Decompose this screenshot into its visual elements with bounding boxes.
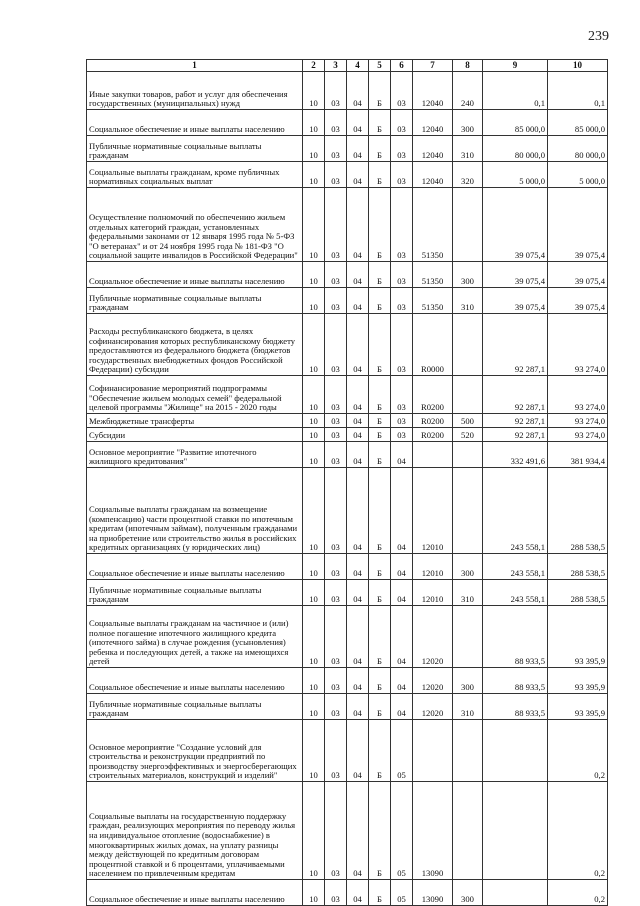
cell-name bbox=[87, 162, 303, 188]
cell-expense-type bbox=[453, 720, 483, 782]
table-row bbox=[87, 72, 608, 110]
cell-activity: 03 bbox=[391, 414, 413, 428]
cell-activity: 04 bbox=[391, 668, 413, 694]
cell-subprogram: Б bbox=[369, 314, 391, 376]
cell-expense-type bbox=[453, 468, 483, 554]
cell-program: 04 bbox=[347, 694, 369, 720]
cell-section: 10 bbox=[303, 694, 325, 720]
cell-direction: 13090 bbox=[413, 782, 453, 880]
cell-amount-year1: 243 558,1 bbox=[483, 554, 548, 580]
row-name-text: Социальное обеспечение и иные выплаты населению bbox=[89, 894, 285, 905]
cell-amount-year2: 288 538,5 bbox=[548, 554, 608, 580]
row-name-text: Расходы республиканского бюджета, в целях софинансирования которых республиканскому бюджету предоставляются из федерального бюджета (бюджетов государственных внебюджетных фондов Российской Федерации) субсидии bbox=[89, 326, 296, 375]
cell-program: 04 bbox=[347, 72, 369, 110]
cell-amount-year1 bbox=[483, 782, 548, 880]
cell-subprogram: Б bbox=[369, 136, 391, 162]
cell-subsection: 03 bbox=[325, 782, 347, 880]
cell-subsection: 03 bbox=[325, 442, 347, 468]
cell-expense-type: 500 bbox=[453, 414, 483, 428]
cell-activity: 04 bbox=[391, 694, 413, 720]
cell-expense-type: 310 bbox=[453, 136, 483, 162]
cell-subprogram: Б bbox=[369, 468, 391, 554]
cell-expense-type bbox=[453, 314, 483, 376]
cell-program: 04 bbox=[347, 110, 369, 136]
row-name-text: Основное мероприятие "Создание условий для строительства и реконструкции предприятий по производству энергоэффективных и энергосберегающих строительных материалов, конструкций и изделий" bbox=[89, 741, 297, 781]
table-body bbox=[87, 72, 608, 906]
cell-program: 04 bbox=[347, 880, 369, 906]
cell-amount-year1: 5 000,0 bbox=[483, 162, 548, 188]
cell-amount-year1 bbox=[483, 880, 548, 906]
cell-amount-year1 bbox=[483, 720, 548, 782]
cell-amount-year2: 5 000,0 bbox=[548, 162, 608, 188]
cell-program: 04 bbox=[347, 162, 369, 188]
cell-amount-year1: 88 933,5 bbox=[483, 668, 548, 694]
cell-name bbox=[87, 720, 303, 782]
cell-amount-year1: 92 287,1 bbox=[483, 314, 548, 376]
cell-subprogram: Б bbox=[369, 782, 391, 880]
cell-amount-year1: 92 287,1 bbox=[483, 414, 548, 428]
cell-direction: 12040 bbox=[413, 136, 453, 162]
cell-subprogram: Б bbox=[369, 72, 391, 110]
row-name-text: Социальное обеспечение и иные выплаты населению bbox=[89, 124, 285, 135]
cell-expense-type: 300 bbox=[453, 668, 483, 694]
cell-direction: 12020 bbox=[413, 694, 453, 720]
cell-name bbox=[87, 554, 303, 580]
cell-direction: 12020 bbox=[413, 668, 453, 694]
cell-direction: R0200 bbox=[413, 414, 453, 428]
cell-subsection: 03 bbox=[325, 606, 347, 668]
col-header-1: 1 bbox=[87, 60, 303, 72]
cell-subprogram: Б bbox=[369, 376, 391, 414]
cell-amount-year1: 88 933,5 bbox=[483, 694, 548, 720]
cell-subprogram: Б bbox=[369, 162, 391, 188]
cell-activity: 03 bbox=[391, 314, 413, 376]
cell-expense-type bbox=[453, 188, 483, 262]
cell-name bbox=[87, 72, 303, 110]
cell-subprogram: Б bbox=[369, 668, 391, 694]
cell-program: 04 bbox=[347, 782, 369, 880]
cell-subprogram: Б bbox=[369, 288, 391, 314]
row-name-text: Межбюджетные трансферты bbox=[89, 416, 195, 427]
cell-direction: R0000 bbox=[413, 314, 453, 376]
cell-name bbox=[87, 442, 303, 468]
col-header-3: 3 bbox=[325, 60, 347, 72]
cell-section: 10 bbox=[303, 468, 325, 554]
cell-name bbox=[87, 414, 303, 428]
cell-section: 10 bbox=[303, 188, 325, 262]
cell-subsection: 03 bbox=[325, 414, 347, 428]
cell-expense-type: 300 bbox=[453, 880, 483, 906]
cell-subprogram: Б bbox=[369, 694, 391, 720]
cell-amount-year2: 0,2 bbox=[548, 720, 608, 782]
cell-activity: 03 bbox=[391, 188, 413, 262]
cell-amount-year2: 381 934,4 bbox=[548, 442, 608, 468]
cell-amount-year1: 0,1 bbox=[483, 72, 548, 110]
table-row bbox=[87, 442, 608, 468]
col-header-5: 5 bbox=[369, 60, 391, 72]
cell-program: 04 bbox=[347, 262, 369, 288]
cell-program: 04 bbox=[347, 720, 369, 782]
cell-activity: 03 bbox=[391, 288, 413, 314]
cell-expense-type bbox=[453, 782, 483, 880]
col-header-7: 7 bbox=[413, 60, 453, 72]
cell-program: 04 bbox=[347, 314, 369, 376]
cell-subprogram: Б bbox=[369, 720, 391, 782]
cell-amount-year2: 80 000,0 bbox=[548, 136, 608, 162]
cell-subsection: 03 bbox=[325, 288, 347, 314]
budget-table bbox=[86, 59, 608, 906]
cell-section: 10 bbox=[303, 414, 325, 428]
table-header-row bbox=[87, 60, 608, 72]
cell-expense-type: 310 bbox=[453, 288, 483, 314]
cell-direction: 51350 bbox=[413, 262, 453, 288]
cell-amount-year1: 332 491,6 bbox=[483, 442, 548, 468]
cell-program: 04 bbox=[347, 580, 369, 606]
table-row bbox=[87, 262, 608, 288]
cell-expense-type: 300 bbox=[453, 262, 483, 288]
cell-name bbox=[87, 694, 303, 720]
cell-activity: 04 bbox=[391, 468, 413, 554]
cell-name bbox=[87, 580, 303, 606]
cell-name bbox=[87, 880, 303, 906]
row-name-text: Иные закупки товаров, работ и услуг для обеспечения государственных (муниципальных) нужд bbox=[89, 88, 288, 109]
cell-section: 10 bbox=[303, 314, 325, 376]
cell-amount-year1: 88 933,5 bbox=[483, 606, 548, 668]
table-row bbox=[87, 288, 608, 314]
cell-program: 04 bbox=[347, 428, 369, 442]
row-name-text: Субсидии bbox=[89, 430, 126, 441]
cell-section: 10 bbox=[303, 262, 325, 288]
cell-amount-year2: 93 395,9 bbox=[548, 606, 608, 668]
row-name-text: Социальные выплаты на государственную поддержку граждан, реализующих мероприятия по переводу жилья на индивидуальное отопление (водоснабжение) в многоквартирных жилых домах, на уплату разницы между действующей по кредитным договорам процентной ставкой и 6 процентами, уплачиваемыми населением по привлеченным кредитам bbox=[89, 810, 296, 879]
cell-subsection: 03 bbox=[325, 880, 347, 906]
row-name-text: Публичные нормативные социальные выплаты гражданам bbox=[89, 584, 262, 605]
cell-name bbox=[87, 468, 303, 554]
row-name-text: Социальные выплаты гражданам, кроме публичных нормативных социальных выплат bbox=[89, 166, 280, 187]
cell-subsection: 03 bbox=[325, 580, 347, 606]
cell-section: 10 bbox=[303, 720, 325, 782]
table-row bbox=[87, 414, 608, 428]
cell-amount-year1: 92 287,1 bbox=[483, 428, 548, 442]
col-header-8: 8 bbox=[453, 60, 483, 72]
cell-section: 10 bbox=[303, 606, 325, 668]
cell-activity: 05 bbox=[391, 782, 413, 880]
cell-subprogram: Б bbox=[369, 414, 391, 428]
cell-name bbox=[87, 428, 303, 442]
cell-expense-type: 520 bbox=[453, 428, 483, 442]
cell-direction: 12040 bbox=[413, 110, 453, 136]
cell-name bbox=[87, 136, 303, 162]
table-row bbox=[87, 136, 608, 162]
cell-amount-year1: 80 000,0 bbox=[483, 136, 548, 162]
cell-amount-year2: 39 075,4 bbox=[548, 188, 608, 262]
cell-subsection: 03 bbox=[325, 554, 347, 580]
cell-direction: 12010 bbox=[413, 554, 453, 580]
cell-amount-year1: 39 075,4 bbox=[483, 262, 548, 288]
cell-activity: 03 bbox=[391, 162, 413, 188]
row-name-text: Социальное обеспечение и иные выплаты населению bbox=[89, 568, 285, 579]
table-row bbox=[87, 376, 608, 414]
cell-amount-year2: 0,1 bbox=[548, 72, 608, 110]
cell-amount-year1: 243 558,1 bbox=[483, 468, 548, 554]
cell-amount-year2: 288 538,5 bbox=[548, 580, 608, 606]
cell-amount-year1: 92 287,1 bbox=[483, 376, 548, 414]
cell-direction bbox=[413, 442, 453, 468]
cell-name bbox=[87, 606, 303, 668]
cell-amount-year1: 39 075,4 bbox=[483, 288, 548, 314]
cell-expense-type bbox=[453, 442, 483, 468]
cell-name bbox=[87, 188, 303, 262]
cell-activity: 05 bbox=[391, 880, 413, 906]
col-header-6: 6 bbox=[391, 60, 413, 72]
cell-subsection: 03 bbox=[325, 136, 347, 162]
cell-subsection: 03 bbox=[325, 110, 347, 136]
cell-direction: 51350 bbox=[413, 288, 453, 314]
cell-subprogram: Б bbox=[369, 262, 391, 288]
cell-activity: 05 bbox=[391, 720, 413, 782]
cell-subsection: 03 bbox=[325, 720, 347, 782]
cell-amount-year2: 93 395,9 bbox=[548, 694, 608, 720]
cell-amount-year2: 288 538,5 bbox=[548, 468, 608, 554]
table-row bbox=[87, 188, 608, 262]
row-name-text: Публичные нормативные социальные выплаты гражданам bbox=[89, 140, 262, 161]
cell-activity: 03 bbox=[391, 136, 413, 162]
cell-subsection: 03 bbox=[325, 668, 347, 694]
col-header-4: 4 bbox=[347, 60, 369, 72]
cell-direction: 51350 bbox=[413, 188, 453, 262]
cell-section: 10 bbox=[303, 442, 325, 468]
col-header-2: 2 bbox=[303, 60, 325, 72]
cell-direction: 13090 bbox=[413, 880, 453, 906]
table-row bbox=[87, 880, 608, 906]
cell-direction: 12040 bbox=[413, 162, 453, 188]
row-name-text: Публичные нормативные социальные выплаты гражданам bbox=[89, 292, 262, 313]
cell-direction: R0200 bbox=[413, 376, 453, 414]
cell-amount-year2: 0,2 bbox=[548, 782, 608, 880]
table-row bbox=[87, 668, 608, 694]
cell-expense-type: 320 bbox=[453, 162, 483, 188]
cell-program: 04 bbox=[347, 414, 369, 428]
cell-expense-type: 310 bbox=[453, 694, 483, 720]
cell-program: 04 bbox=[347, 554, 369, 580]
cell-section: 10 bbox=[303, 428, 325, 442]
cell-direction: 12010 bbox=[413, 468, 453, 554]
cell-subsection: 03 bbox=[325, 468, 347, 554]
cell-amount-year2: 93 274,0 bbox=[548, 376, 608, 414]
cell-activity: 03 bbox=[391, 72, 413, 110]
cell-direction: 12020 bbox=[413, 606, 453, 668]
cell-subprogram: Б bbox=[369, 880, 391, 906]
cell-expense-type: 310 bbox=[453, 580, 483, 606]
cell-section: 10 bbox=[303, 376, 325, 414]
cell-activity: 04 bbox=[391, 442, 413, 468]
cell-amount-year2: 93 274,0 bbox=[548, 314, 608, 376]
cell-subprogram: Б bbox=[369, 110, 391, 136]
cell-subsection: 03 bbox=[325, 72, 347, 110]
cell-activity: 03 bbox=[391, 262, 413, 288]
cell-program: 04 bbox=[347, 442, 369, 468]
cell-direction: R0200 bbox=[413, 428, 453, 442]
cell-amount-year2: 85 000,0 bbox=[548, 110, 608, 136]
cell-amount-year2: 39 075,4 bbox=[548, 288, 608, 314]
table-row bbox=[87, 720, 608, 782]
cell-subprogram: Б bbox=[369, 554, 391, 580]
cell-activity: 04 bbox=[391, 554, 413, 580]
cell-name bbox=[87, 668, 303, 694]
cell-subprogram: Б bbox=[369, 442, 391, 468]
cell-amount-year2: 93 274,0 bbox=[548, 428, 608, 442]
cell-amount-year2: 93 274,0 bbox=[548, 414, 608, 428]
row-name-text: Социальное обеспечение и иные выплаты населению bbox=[89, 276, 285, 287]
cell-expense-type bbox=[453, 606, 483, 668]
cell-subprogram: Б bbox=[369, 580, 391, 606]
table-row bbox=[87, 428, 608, 442]
table-row bbox=[87, 694, 608, 720]
cell-section: 10 bbox=[303, 580, 325, 606]
cell-section: 10 bbox=[303, 554, 325, 580]
cell-amount-year2: 39 075,4 bbox=[548, 262, 608, 288]
row-name-text: Социальные выплаты гражданам на возмещение (компенсацию) части процентной ставки по ипотечным кредитам (ипотечным займам), полученным гражданами на приобретение или строительство жилья в российских кредитных организациях (у юридических лиц) bbox=[89, 504, 298, 553]
table-row bbox=[87, 162, 608, 188]
cell-amount-year1: 243 558,1 bbox=[483, 580, 548, 606]
cell-program: 04 bbox=[347, 288, 369, 314]
table-row bbox=[87, 110, 608, 136]
cell-program: 04 bbox=[347, 188, 369, 262]
cell-subsection: 03 bbox=[325, 262, 347, 288]
row-name-text: Софинансирование мероприятий подпрограммы "Обеспечение жильем молодых семей" федеральной целевой программы "Жилище" на 2015 - 2020 годы bbox=[89, 383, 282, 413]
col-header-10: 10 bbox=[548, 60, 608, 72]
row-name-text: Осуществление полномочий по обеспечению жильем отдельных категорий граждан, установленных федеральными законами от 12 января 1995 года № 5-ФЗ "О ветеранах" и от 24 ноября 1995 года № 181-ФЗ "О социальной защите инвалидов в Российской Федерации" bbox=[89, 212, 298, 261]
cell-activity: 03 bbox=[391, 110, 413, 136]
cell-program: 04 bbox=[347, 136, 369, 162]
cell-amount-year2: 93 395,9 bbox=[548, 668, 608, 694]
cell-name bbox=[87, 262, 303, 288]
cell-program: 04 bbox=[347, 668, 369, 694]
cell-subsection: 03 bbox=[325, 162, 347, 188]
cell-name bbox=[87, 314, 303, 376]
cell-subprogram: Б bbox=[369, 428, 391, 442]
cell-name bbox=[87, 782, 303, 880]
row-name-text: Социальные выплаты гражданам на частичное и (или) полное погашение ипотечного жилищного кредита (ипотечного займа) в случае рождения (усыновления) ребенка и последующих детей, а также на имеющихся детей bbox=[89, 618, 289, 667]
cell-section: 10 bbox=[303, 880, 325, 906]
cell-name bbox=[87, 288, 303, 314]
cell-section: 10 bbox=[303, 668, 325, 694]
cell-program: 04 bbox=[347, 468, 369, 554]
page-number: 239 bbox=[588, 29, 609, 44]
cell-amount-year1: 85 000,0 bbox=[483, 110, 548, 136]
cell-amount-year2: 0,2 bbox=[548, 880, 608, 906]
cell-expense-type: 240 bbox=[453, 72, 483, 110]
cell-section: 10 bbox=[303, 72, 325, 110]
cell-activity: 03 bbox=[391, 376, 413, 414]
cell-section: 10 bbox=[303, 136, 325, 162]
cell-expense-type: 300 bbox=[453, 554, 483, 580]
table-row bbox=[87, 468, 608, 554]
table-row bbox=[87, 580, 608, 606]
cell-direction: 12010 bbox=[413, 580, 453, 606]
cell-subsection: 03 bbox=[325, 376, 347, 414]
cell-amount-year1: 39 075,4 bbox=[483, 188, 548, 262]
col-header-9: 9 bbox=[483, 60, 548, 72]
cell-subprogram: Б bbox=[369, 606, 391, 668]
cell-section: 10 bbox=[303, 110, 325, 136]
row-name-text: Социальное обеспечение и иные выплаты населению bbox=[89, 682, 285, 693]
cell-section: 10 bbox=[303, 782, 325, 880]
cell-subsection: 03 bbox=[325, 694, 347, 720]
table-row bbox=[87, 314, 608, 376]
cell-activity: 04 bbox=[391, 580, 413, 606]
cell-subprogram: Б bbox=[369, 188, 391, 262]
cell-direction bbox=[413, 720, 453, 782]
table-row bbox=[87, 606, 608, 668]
row-name-text: Публичные нормативные социальные выплаты гражданам bbox=[89, 698, 262, 719]
cell-subsection: 03 bbox=[325, 314, 347, 376]
cell-program: 04 bbox=[347, 376, 369, 414]
cell-program: 04 bbox=[347, 606, 369, 668]
table-row bbox=[87, 554, 608, 580]
cell-expense-type bbox=[453, 376, 483, 414]
cell-subsection: 03 bbox=[325, 188, 347, 262]
table-row bbox=[87, 782, 608, 880]
cell-expense-type: 300 bbox=[453, 110, 483, 136]
cell-name bbox=[87, 376, 303, 414]
cell-name bbox=[87, 110, 303, 136]
cell-subsection: 03 bbox=[325, 428, 347, 442]
cell-section: 10 bbox=[303, 288, 325, 314]
cell-section: 10 bbox=[303, 162, 325, 188]
cell-direction: 12040 bbox=[413, 72, 453, 110]
cell-activity: 03 bbox=[391, 428, 413, 442]
cell-activity: 04 bbox=[391, 606, 413, 668]
row-name-text: Основное мероприятие "Развитие ипотечного жилищного кредитования" bbox=[89, 446, 257, 467]
